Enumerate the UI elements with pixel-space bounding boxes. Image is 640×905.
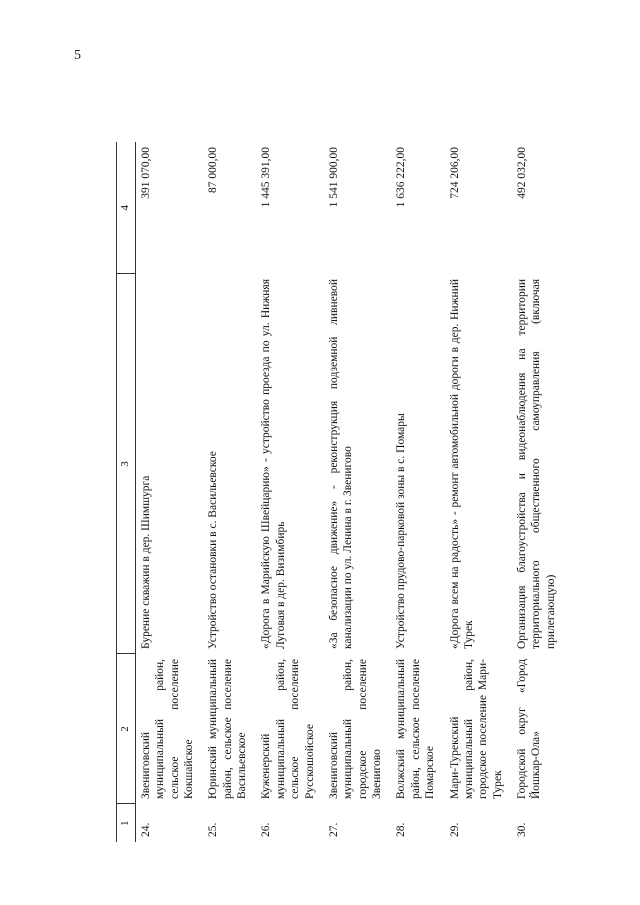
project-cell: Организация благоустройства и видеонаблюдения на территории территориального общественного самоуправления (включая прилегающую) <box>516 279 557 649</box>
row-number: 29. <box>448 822 461 837</box>
municipality-cell: Звениговский муниципальный район, сельское поселение Кокшайское <box>139 659 195 799</box>
municipality-cell: Звениговский муниципальный район, городское поселение Звенигово <box>327 659 383 799</box>
amount-cell: 724 206,00 <box>448 147 461 199</box>
amount-cell: 492 032,00 <box>516 147 528 199</box>
project-cell: «Дорога всем на радость» - ремонт автомобильной дороги в дер. Нижний Турек <box>448 279 475 649</box>
amount-cell: 1 445 391,00 <box>260 147 273 208</box>
project-cell: «За безопасное движение» - реконструкция подземной ливневой канализации по ул. Ленина в г. Звенигово <box>327 279 355 649</box>
table-row <box>256 142 324 842</box>
row-number: 25. <box>207 822 220 837</box>
municipality-cell: Юринский муниципальный район, сельское поселение Васильевское <box>207 659 248 799</box>
row-number: 27. <box>327 822 340 837</box>
project-cell: «Дорога в Марийскую Швейцарию» - устройство проезда по ул. Нижняя Луговая в дер. Визимбирь <box>260 279 287 649</box>
project-cell: Устройство остановки в с. Васильевское <box>207 451 220 649</box>
amount-cell: 391 070,00 <box>139 147 152 199</box>
table-row <box>391 142 444 842</box>
page-number: 5 <box>74 48 81 63</box>
row-number: 26. <box>260 822 273 837</box>
amount-cell: 87 000,00 <box>207 147 220 193</box>
header-col-3: 3 <box>117 274 136 654</box>
project-cell: Бурение скважин в дер. Шимшурга <box>139 475 152 649</box>
row-number: 28. <box>395 822 408 837</box>
header-col-1: 1 <box>117 804 136 842</box>
header-col-2: 2 <box>117 654 136 804</box>
row-number: 30. <box>516 822 528 837</box>
header-col-4: 4 <box>117 142 136 274</box>
municipality-cell: Куженерский муниципальный район, сельское поселение Русскошойское <box>260 659 316 799</box>
amount-cell: 1 636 222,00 <box>395 147 408 208</box>
rotated-table-container <box>116 142 576 842</box>
row-number: 24. <box>139 822 152 837</box>
project-cell: Устройство прудово-парковой зоны в с. Помары <box>395 413 408 649</box>
table-header-row <box>117 142 136 842</box>
table-row <box>512 142 565 842</box>
municipality-cell: Мари-Турекский муниципальный район, городское поселение Мари-Турек <box>448 659 504 799</box>
amount-cell: 1 541 900,00 <box>327 147 340 208</box>
table-row <box>203 142 256 842</box>
municipality-cell: Волжский муниципальный район, сельское поселение Помарское <box>395 659 437 799</box>
table-row <box>135 142 203 842</box>
municipality-cell: Городской округ «Город Йошкар-Ола» <box>516 659 543 799</box>
table-row <box>324 142 392 842</box>
projects-table <box>116 142 565 842</box>
table-row <box>445 142 513 842</box>
